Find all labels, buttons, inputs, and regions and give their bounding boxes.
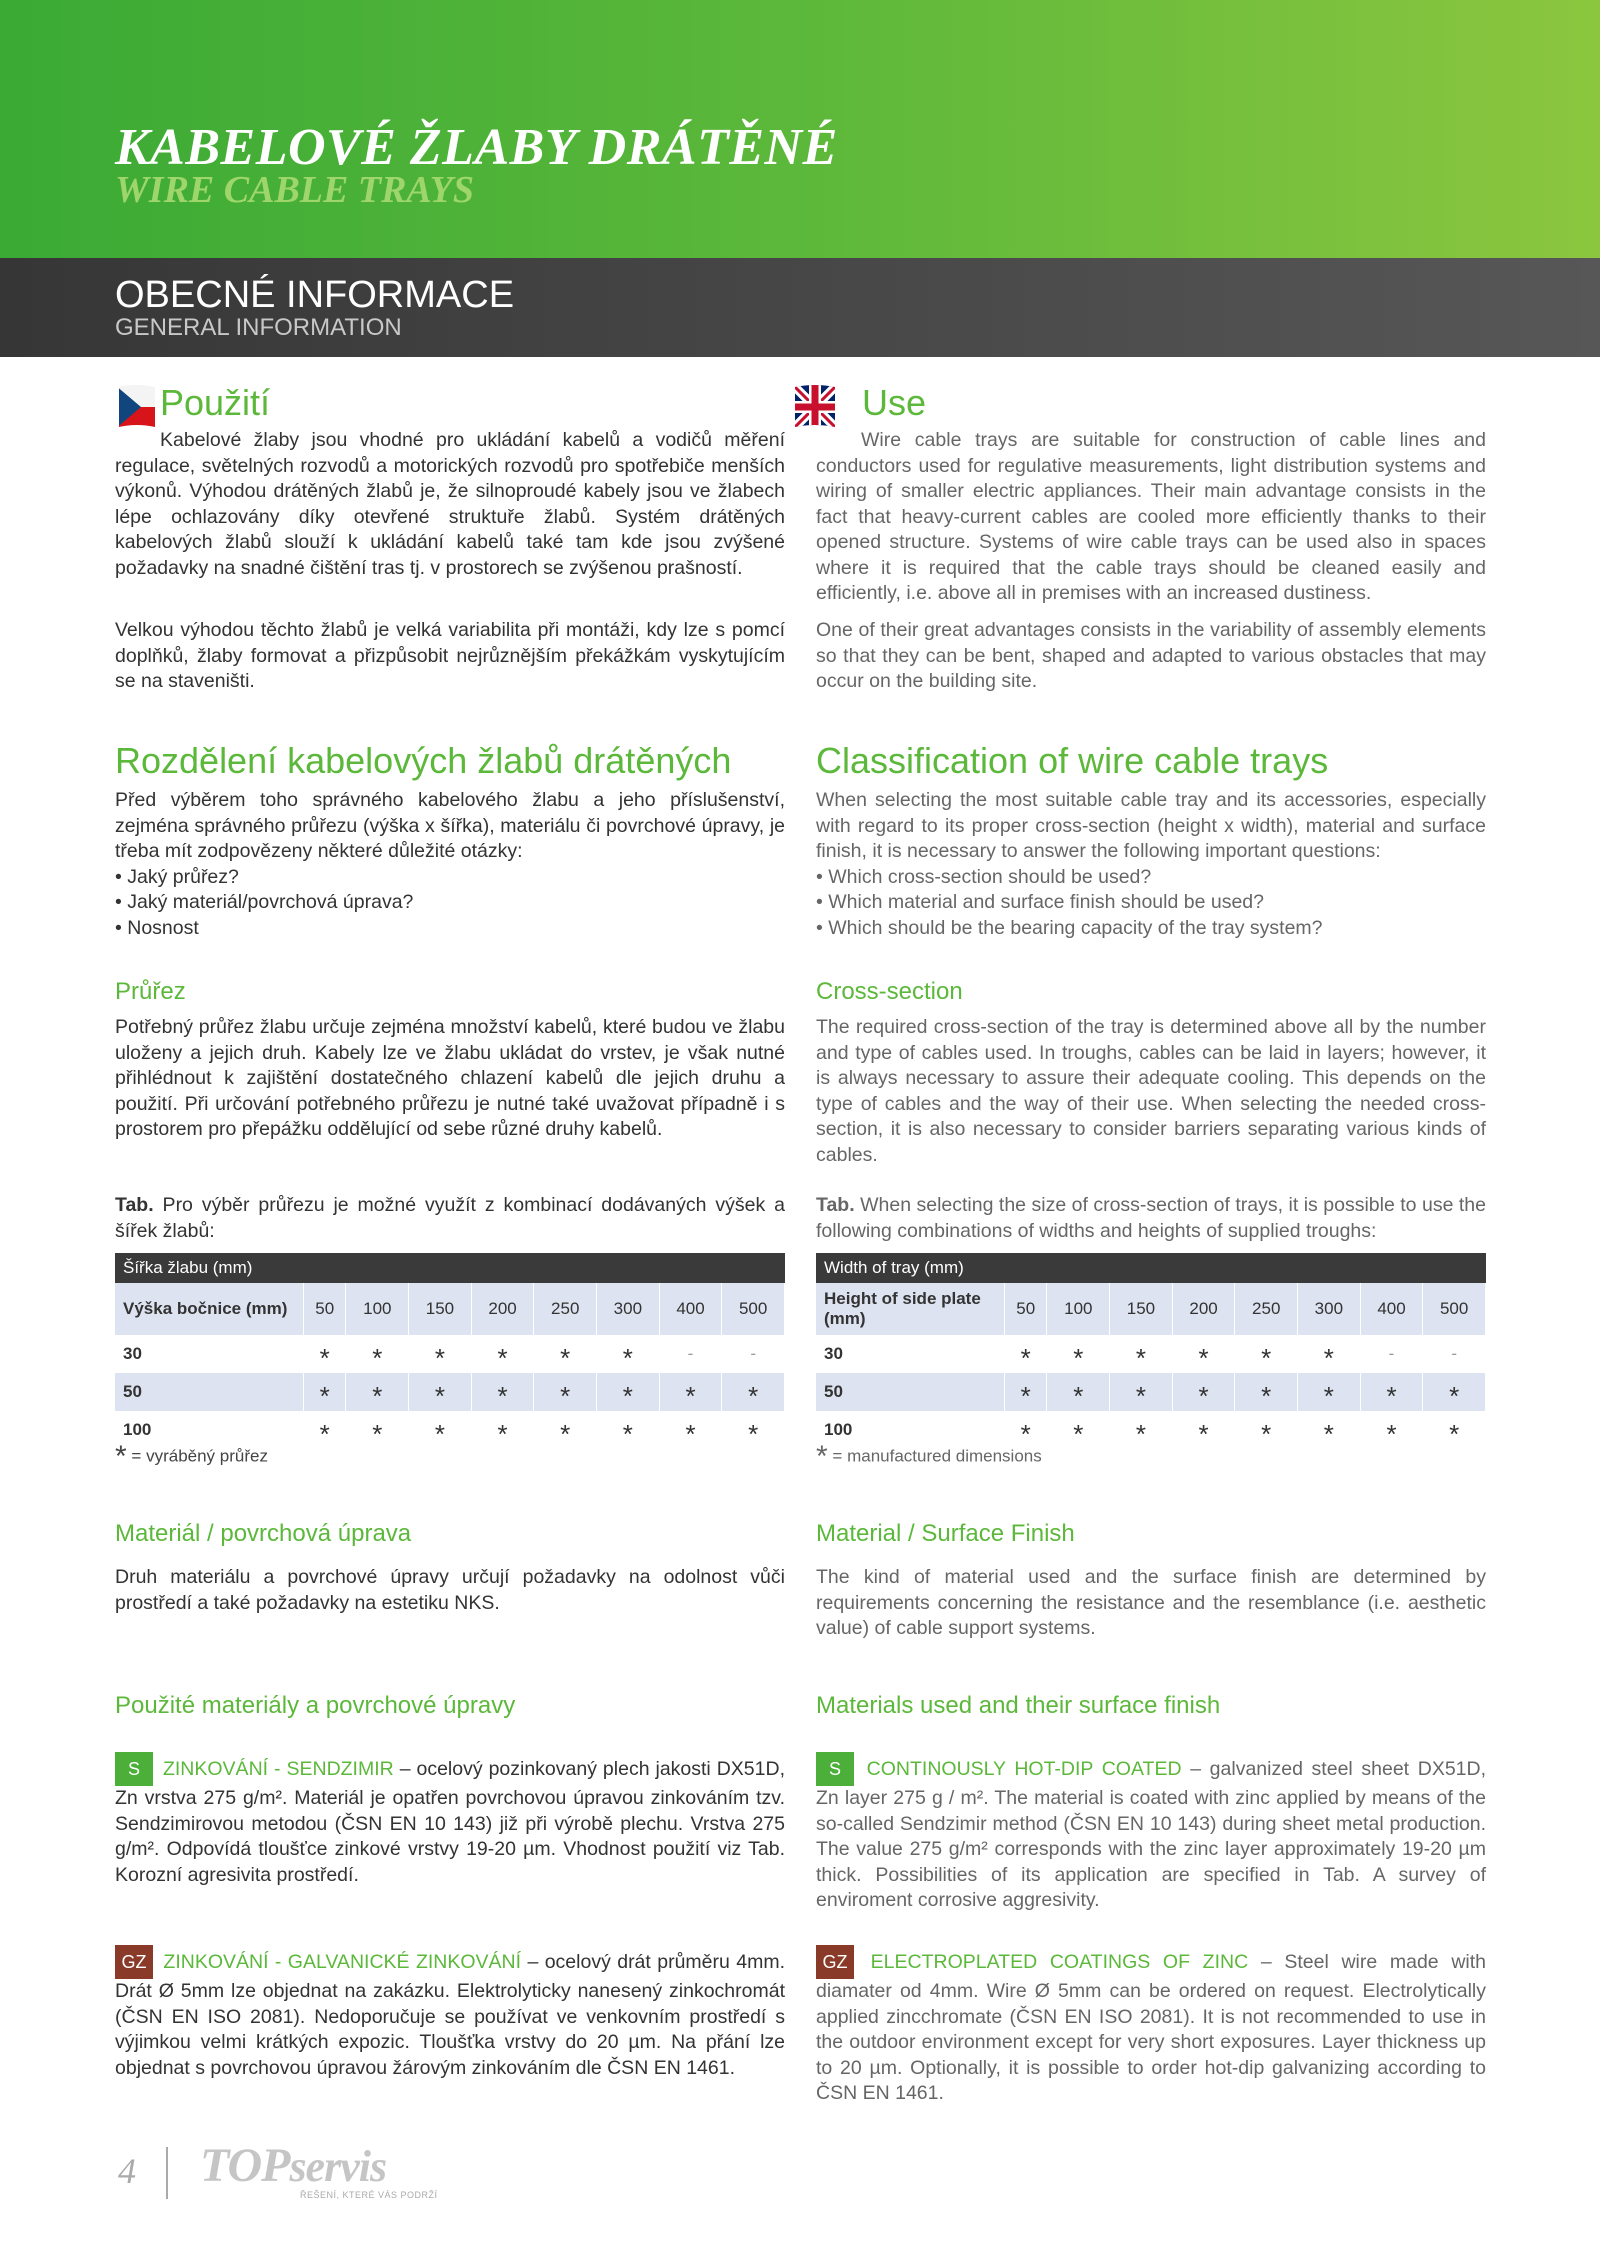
star-cell: * (1005, 1373, 1047, 1411)
star-cell: * (1047, 1411, 1110, 1449)
height-cell: 50 (115, 1373, 304, 1411)
width-cell: 150 (1110, 1283, 1173, 1335)
star-cell: * (1360, 1373, 1423, 1411)
table-row (816, 1335, 1486, 1373)
star-cell: * (1235, 1411, 1298, 1449)
star-cell: * (534, 1335, 597, 1373)
star-cell: * (659, 1373, 722, 1411)
height-cell: 30 (816, 1335, 1005, 1373)
width-cell: 250 (1235, 1283, 1298, 1335)
width-cell: 400 (1360, 1283, 1423, 1335)
star-cell: * (722, 1411, 785, 1449)
section-title-cz: OBECNÉ INFORMACE (115, 274, 515, 316)
tray-table-cz (115, 1253, 785, 1449)
table-legend-cz: * = vyráběný průřez (115, 1440, 268, 1473)
s-badge: S (816, 1752, 854, 1786)
classification-heading-en: Classification of wire cable trays (816, 740, 1329, 781)
sendzimir-block-cz: S ZINKOVÁNÍ - SENDZIMIR – ocelový pozinkovaný plech jakosti DX51D, Zn vrstva 275 g/m². Materiál je opatřen povrchovou úpravou zinkováním tzv. Sendzimirovou metodou (ČSN EN 10 143) již při výrobě plechu. Vrstva 275 g/m². Odpovídá tloušťce zinkové vrstvy 19-20 µm. Vhodnost použití viz Tab. Korozní agresivita prostředí. (115, 1752, 785, 1888)
cross-section-table (115, 1253, 785, 1449)
star-cell: * (1047, 1373, 1110, 1411)
gz-badge: GZ (816, 1945, 854, 1979)
table-caption: Width of tray (mm) (816, 1253, 1486, 1283)
cross-section-paragraph-cz: Potřebný průřez žlabu určuje zejména množství kabelů, které budou ve žlabu uloženy a jejich druh. Kabely lze ve žlabu ukládat do vrstev, je však nutné přihlédnout k zajištění dostatečného chlazení kabelů dle jejich druhu a použití. Při určování potřebného průřezu je nutné také uvažovat případně i s prostorem pro přepážku oddělující od sebe různé druhy kabelů. (115, 1016, 785, 1140)
dash-cell: - (659, 1335, 722, 1373)
s-badge: S (115, 1752, 153, 1786)
tab-note-cz: Tab. Pro výběr průřezu je možné využít z kombinací dodávaných výšek a šířek žlabů: (115, 1194, 785, 1242)
table-row-header: Height of side plate (mm) (816, 1283, 1005, 1335)
width-cell: 100 (346, 1283, 409, 1335)
used-materials-heading-en: Materials used and their surface finish (816, 1692, 1221, 1719)
star-cell: * (1235, 1373, 1298, 1411)
star-cell: * (1172, 1373, 1235, 1411)
star-cell: * (409, 1373, 472, 1411)
star-cell: * (1298, 1335, 1361, 1373)
dash-cell: - (1360, 1335, 1423, 1373)
star-cell: * (346, 1373, 409, 1411)
table-row (115, 1373, 785, 1411)
used-materials-heading-cz: Použité materiály a povrchové úpravy (115, 1692, 516, 1719)
use-heading-cz: Použití (160, 382, 271, 423)
company-logo: TOPservis (200, 2139, 387, 2192)
star-cell: * (1110, 1411, 1173, 1449)
star-cell: * (346, 1411, 409, 1449)
use-paragraph-en: Wire cable trays are suitable for construction of cable lines and conductors used for regulative measurements, light distribution systems and wiring of smaller electric appliances. Their main advantage consists in the fact that heavy-current cables are cooled more efficiently thanks to their opened structure. Systems of wire cable trays can be used also in spaces where it is required that the cable trays should be cleaned easily and efficiently, i.e. above all in premises with an increased dustiness. (816, 429, 1486, 604)
height-cell: 100 (816, 1411, 1005, 1449)
width-cell: 50 (304, 1283, 346, 1335)
page-number: 4 (118, 2151, 136, 2191)
table-row (115, 1335, 785, 1373)
company-slogan: ŘEŠENÍ, KTERÉ VÁS PODRŽÍ (300, 2190, 438, 2200)
star-cell: * (534, 1373, 597, 1411)
cross-section-heading-en: Cross-section (816, 978, 963, 1005)
galvanic-block-en: GZ ELECTROPLATED COATINGS OF ZINC – Steel wire made with diamater od 4mm. Wire Ø 5mm can be ordered on request. Electrolytically applied zincchromate (ČSN EN ISO 2081). It is not recommended to use in the outdoor environment except for very short exposures. Layer thickness up to 20 µm. Optionally, it is possible to order hot-dip galvanizing according to ČSN EN 1461. (816, 1945, 1486, 2107)
width-cell: 400 (659, 1283, 722, 1335)
material-paragraph-cz: Druh materiálu a povrchové úpravy určují požadavky na odolnost vůči prostředí a také požadavky na estetiku NKS. (115, 1566, 785, 1614)
star-cell: * (1298, 1411, 1361, 1449)
star-cell: * (722, 1373, 785, 1411)
classification-bullet-cz: • Jaký průřez? (115, 865, 239, 888)
dash-cell: - (722, 1335, 785, 1373)
star-cell: * (597, 1373, 660, 1411)
tray-table-en (816, 1253, 1486, 1449)
width-cell: 200 (1172, 1283, 1235, 1335)
height-cell: 100 (115, 1411, 304, 1449)
use-heading-en: Use (862, 382, 927, 423)
classification-paragraph-en: When selecting the most suitable cable tray and its accessories, especially with regard to its proper cross-section (height x width), material and surface finish, it is necessary to answer the following important questions: (816, 789, 1486, 862)
gz-badge: GZ (115, 1945, 153, 1979)
classification-bullet-cz: • Nosnost (115, 916, 199, 939)
galvanic-block-cz: GZ ZINKOVÁNÍ - GALVANICKÉ ZINKOVÁNÍ – ocelový drát průměru 4mm. Drát Ø 5mm lze objednat na zakázku. Elektrolyticky nanesený zinkochromát (ČSN EN ISO 2081). Nedoporučuje se používat ve venkovním prostředí s výjimkou velmi krátkých expozic. Tloušťka vrstvy do 20 µm. Na přání lze objednat s povrchovou úpravou žárovým zinkováním dle ČSN EN 1461. (115, 1945, 785, 2081)
star-cell: * (1047, 1335, 1110, 1373)
table-row (816, 1373, 1486, 1411)
classification-bullet-en: • Which cross-section should be used? (816, 865, 1152, 888)
title-cz: KABELOVÉ ŽLABY DRÁTĚNÉ (115, 119, 838, 176)
classification-bullet-cz: • Jaký materiál/povrchová úprava? (115, 891, 414, 913)
width-cell: 100 (1047, 1283, 1110, 1335)
classification-bullet-en: • Which material and surface finish should be used? (816, 891, 1264, 913)
width-cell: 300 (1298, 1283, 1361, 1335)
star-cell: * (1172, 1335, 1235, 1373)
star-cell: * (471, 1335, 534, 1373)
star-cell: * (471, 1373, 534, 1411)
star-cell: * (1423, 1411, 1486, 1449)
star-cell: * (409, 1411, 472, 1449)
star-cell: * (1172, 1411, 1235, 1449)
title-en: WIRE CABLE TRAYS (115, 169, 475, 211)
use-paragraph-cz: Kabelové žlaby jsou vhodné pro ukládání kabelů a vodičů měření regulace, světelných rozvodů a motorických rozvodů pro spotřebiče menších výkonů. Výhodou drátěných žlabů je, že silnoproudé kabely jsou ve žlabech lépe ochlazovány díky otevřené struktuře žlabů. Systém drátěných kabelových žlabů slouží k ukládání kabelů také tam kde jsou zvýšené požadavky na snadné čištění tras tj. v prostorech se zvýšenou prašností. (115, 429, 785, 579)
use-paragraph2-cz: Velkou výhodou těchto žlabů je velká variabilita při montáži, kdy lze s pomcí doplňků, žlaby formovat a přizpůsobit nejrůznějším překážkám vyskytujícím se na staveništi. (115, 619, 785, 692)
width-cell: 500 (722, 1283, 785, 1335)
section-title-en: GENERAL INFORMATION (115, 314, 402, 341)
star-cell: * (597, 1335, 660, 1373)
sendzimir-block-en: S CONTINOUSLY HOT-DIP COATED – galvanized steel sheet DX51D, Zn layer 275 g / m². The material is coated with zinc applied by means of the so-called Sendzimir method (ČSN EN 10 143) during sheet metal production. The value 275 g/m² corresponds with the zinc layer approximately 19-20 µm thick. Possibilities of its application are specified in Tab. A survey of enviroment corrosive aggresivity. (816, 1752, 1486, 1914)
table-row-header: Výška bočnice (mm) (115, 1283, 304, 1335)
star-cell: * (1110, 1335, 1173, 1373)
star-cell: * (1360, 1411, 1423, 1449)
uk-flag-icon (793, 385, 837, 429)
star-cell: * (471, 1411, 534, 1449)
width-cell: 250 (534, 1283, 597, 1335)
width-cell: 500 (1423, 1283, 1486, 1335)
width-cell: 300 (597, 1283, 660, 1335)
star-cell: * (1235, 1335, 1298, 1373)
star-cell: * (304, 1335, 346, 1373)
dash-cell: - (1423, 1335, 1486, 1373)
star-cell: * (346, 1335, 409, 1373)
width-cell: 150 (409, 1283, 472, 1335)
footer-divider (166, 2147, 168, 2199)
section-band (0, 258, 1600, 357)
table-caption: Šířka žlabu (mm) (115, 1253, 785, 1283)
width-cell: 50 (1005, 1283, 1047, 1335)
classification-paragraph-cz: Před výběrem toho správného kabelového žlabu a jeho příslušenství, zejména správného průřezu (výška x šířka), materiálu či povrchové úpravy, je třeba mít zodpovězeny některé důležité otázky: (115, 789, 785, 862)
height-cell: 50 (816, 1373, 1005, 1411)
material-paragraph-en: The kind of material used and the surface finish are determined by requirements concerning the resistance and the resemblance (i.e. aesthetic value) of cable support systems. (816, 1566, 1486, 1639)
table-legend-en: * = manufactured dimensions (816, 1440, 1042, 1473)
star-cell: * (1298, 1373, 1361, 1411)
czech-flag-icon (115, 385, 159, 429)
star-cell: * (534, 1411, 597, 1449)
use-paragraph2-en: One of their great advantages consists in the variability of assembly elements so that they can be bent, shaped and adapted to various obstacles that may occur on the building site. (816, 619, 1486, 692)
star-cell: * (1005, 1335, 1047, 1373)
width-cell: 200 (471, 1283, 534, 1335)
title-banner (0, 0, 1600, 258)
star-cell: * (1423, 1373, 1486, 1411)
star-cell: * (1110, 1373, 1173, 1411)
cross-section-table (816, 1253, 1486, 1449)
star-cell: * (1005, 1411, 1047, 1449)
height-cell: 30 (115, 1335, 304, 1373)
material-heading-en: Material / Surface Finish (816, 1520, 1075, 1547)
star-cell: * (304, 1373, 346, 1411)
cross-section-heading-cz: Průřez (115, 978, 186, 1005)
star-cell: * (409, 1335, 472, 1373)
star-cell: * (597, 1411, 660, 1449)
material-heading-cz: Materiál / povrchová úprava (115, 1520, 412, 1547)
star-cell: * (304, 1411, 346, 1449)
classification-bullet-en: • Which should be the bearing capacity of the tray system? (816, 916, 1323, 939)
tab-note-en: Tab. When selecting the size of cross-section of trays, it is possible to use the following combinations of widths and heights of supplied troughs: (816, 1194, 1486, 1242)
star-cell: * (659, 1411, 722, 1449)
cross-section-paragraph-en: The required cross-section of the tray is determined above all by the number and type of cables used. In troughs, cables can be laid in layers; however, it is always necessary to assure their adequate cooling. This depends on the type of cables and the way of their use. When selecting the needed cross-section, it is also necessary to consider barriers separating various kinds of cables. (816, 1016, 1486, 1166)
classification-heading-cz: Rozdělení kabelových žlabů drátěných (115, 740, 732, 781)
